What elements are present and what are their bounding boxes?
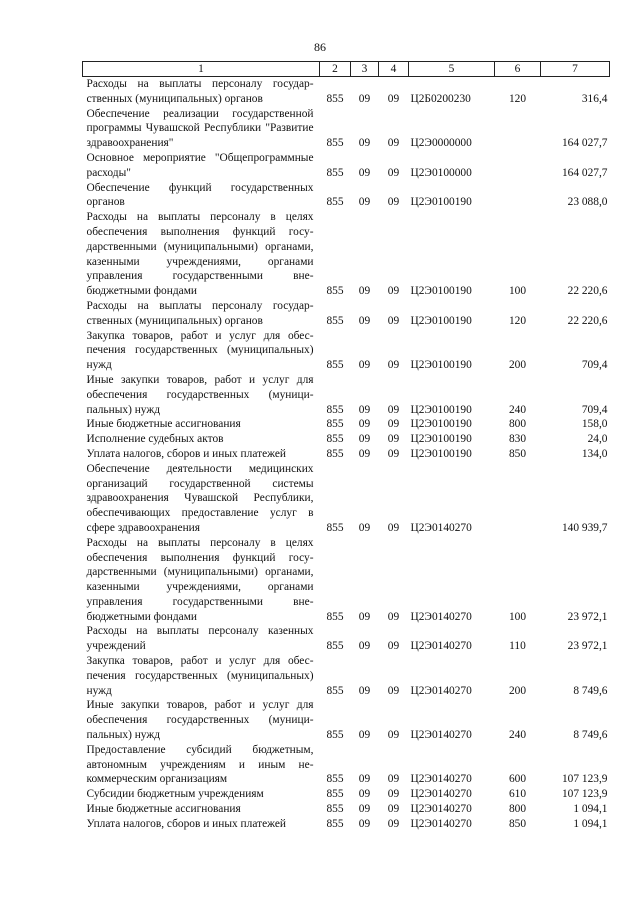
row-name: Иные закупки товаров, работ и услуг для обеспечения государственных (муниципальных) нужд <box>86 373 314 416</box>
row-expense-type: 240 <box>508 729 527 742</box>
table-header <box>83 62 610 77</box>
row-ministry-code: 855 <box>326 285 344 298</box>
row-amount: 22 220,6 <box>567 285 608 298</box>
row-expense-type: 240 <box>508 403 527 416</box>
row-expense-type: 850 <box>508 447 527 460</box>
row-subsection-code: 09 <box>387 447 400 460</box>
row-section-code: 09 <box>358 403 371 416</box>
row-expense-type: 800 <box>508 418 527 431</box>
row-name: Исполнение судебных актов <box>86 433 224 446</box>
page-number: 86 <box>314 40 326 54</box>
row-expense-type: 100 <box>508 285 527 298</box>
row-section-code: 09 <box>358 447 371 460</box>
row-section-code: 09 <box>358 684 371 697</box>
row-section-code: 09 <box>358 788 371 801</box>
row-target-article: Ц2Э0140270 <box>410 640 472 653</box>
header-row <box>83 62 610 77</box>
row-amount: 140 939,7 <box>561 521 608 534</box>
column-header: 3 <box>351 62 379 77</box>
table-row <box>83 151 610 181</box>
row-target-article: Ц2Э0140270 <box>410 729 472 742</box>
row-target-article: Ц2Э0140270 <box>410 773 472 786</box>
table-row <box>83 743 610 787</box>
row-ministry-code: 855 <box>326 803 344 816</box>
row-ministry-code: 855 <box>326 640 344 653</box>
row-ministry-code: 855 <box>326 92 344 105</box>
row-target-article: Ц2Э0140270 <box>410 788 472 801</box>
row-name: Закупка товаров, работ и услуг для обеспечения государственных (муниципальных) нужд <box>86 655 314 697</box>
row-target-article: Ц2Э0140270 <box>410 684 472 697</box>
row-expense-type: 200 <box>508 684 527 697</box>
row-name: Обеспечение функций государственных органов <box>86 181 314 209</box>
row-target-article: Ц2Э0100190 <box>410 359 472 372</box>
row-ministry-code: 855 <box>326 433 344 446</box>
table-row <box>83 181 610 211</box>
row-section-code: 09 <box>358 610 371 623</box>
table-body <box>83 77 610 832</box>
row-expense-type: 120 <box>508 314 527 327</box>
row-section-code: 09 <box>358 137 371 150</box>
row-subsection-code: 09 <box>387 285 400 298</box>
row-section-code: 09 <box>358 773 371 786</box>
row-expense-type <box>495 107 541 151</box>
row-amount: 316,4 <box>581 92 608 105</box>
row-subsection-code: 09 <box>387 729 400 742</box>
row-amount: 8 749,6 <box>573 729 608 742</box>
row-amount: 23 972,1 <box>567 610 608 623</box>
table-row <box>83 373 610 417</box>
row-target-article: Ц2Э0140270 <box>410 521 472 534</box>
row-amount: 23 088,0 <box>567 196 608 209</box>
row-section-code: 09 <box>358 640 371 653</box>
row-expense-type: 100 <box>508 610 527 623</box>
row-name: Субсидии бюджетным учреждениям <box>86 788 264 801</box>
row-section-code: 09 <box>358 521 371 534</box>
table-row <box>83 817 610 832</box>
row-amount: 134,0 <box>581 447 608 460</box>
row-section-code: 09 <box>358 817 371 830</box>
table-row <box>83 417 610 432</box>
row-expense-type <box>495 181 541 211</box>
table-row <box>83 77 610 107</box>
row-target-article: Ц2Э0100190 <box>410 196 472 209</box>
row-target-article: Ц2Э0140270 <box>410 817 472 830</box>
row-section-code: 09 <box>358 418 371 431</box>
row-section-code: 09 <box>358 803 371 816</box>
row-subsection-code: 09 <box>387 403 400 416</box>
row-amount: 22 220,6 <box>567 314 608 327</box>
table-row <box>83 624 610 654</box>
row-ministry-code: 855 <box>326 196 344 209</box>
row-section-code: 09 <box>358 359 371 372</box>
row-target-article: Ц2Э0140270 <box>410 803 472 816</box>
row-name: Закупка товаров, работ и услуг для обеспечения государственных (муниципальных) нужд <box>86 329 314 372</box>
column-header: 1 <box>83 62 320 77</box>
row-subsection-code: 09 <box>387 137 400 150</box>
row-name: Иные бюджетные ассигнования <box>86 418 241 431</box>
row-amount: 1 094,1 <box>573 803 608 816</box>
column-header: 2 <box>320 62 351 77</box>
table-row <box>83 432 610 447</box>
row-subsection-code: 09 <box>387 166 400 179</box>
row-name: Основное мероприятие "Общепрограммные расходы" <box>86 151 314 179</box>
column-header: 4 <box>379 62 409 77</box>
row-ministry-code: 855 <box>326 788 344 801</box>
row-amount: 107 123,9 <box>561 773 608 786</box>
row-amount: 158,0 <box>581 418 608 431</box>
table-row <box>83 210 610 299</box>
row-amount: 709,4 <box>581 359 608 372</box>
row-name: Уплата налогов, сборов и иных платежей <box>86 817 286 830</box>
row-target-article: Ц2Э0100000 <box>410 166 472 179</box>
row-name: Расходы на выплаты персоналу казенных учреждений <box>86 625 314 653</box>
row-name: Расходы на выплаты персоналу в целях обеспечения выполнения функций государственными (муниципальными) органами, казенными учреждениями, органами управления государственными внебюджетными фондами <box>86 536 314 623</box>
table-row <box>83 299 610 329</box>
row-subsection-code: 09 <box>387 92 400 105</box>
row-name: Иные закупки товаров, работ и услуг для обеспечения государственных (муниципальных) нужд <box>86 699 314 742</box>
row-section-code: 09 <box>358 433 371 446</box>
column-header: 5 <box>409 62 495 77</box>
row-amount: 1 094,1 <box>573 817 608 830</box>
row-target-article: Ц2Э0140270 <box>410 610 472 623</box>
column-header: 7 <box>541 62 610 77</box>
row-name: Расходы на выплаты персоналу государственных (муниципальных) органов <box>86 299 314 327</box>
row-expense-type: 850 <box>508 817 527 830</box>
row-subsection-code: 09 <box>387 196 400 209</box>
row-subsection-code: 09 <box>387 418 400 431</box>
row-section-code: 09 <box>358 285 371 298</box>
row-amount: 23 972,1 <box>567 640 608 653</box>
row-section-code: 09 <box>358 729 371 742</box>
row-target-article: Ц2Э0100190 <box>410 285 472 298</box>
row-subsection-code: 09 <box>387 314 400 327</box>
table-row <box>83 698 610 742</box>
row-amount: 164 027,7 <box>561 137 608 150</box>
row-ministry-code: 855 <box>326 166 344 179</box>
row-expense-type: 110 <box>509 640 526 653</box>
row-target-article: Ц2Э0100190 <box>410 314 472 327</box>
row-ministry-code: 855 <box>326 773 344 786</box>
row-ministry-code: 855 <box>326 610 344 623</box>
row-ministry-code: 855 <box>326 729 344 742</box>
row-subsection-code: 09 <box>387 521 400 534</box>
row-name: Обеспечение деятельности медицинских организаций государственной системы здравоохранения Чувашской Республики, обеспечивающих предоставление услуг в сфере здравоохранения <box>86 462 314 534</box>
row-amount: 8 749,6 <box>573 684 608 697</box>
row-target-article: Ц2Б0200230 <box>410 92 471 105</box>
table-row <box>83 536 610 625</box>
row-expense-type: 200 <box>508 359 527 372</box>
row-name: Предоставление субсидий бюджетным, автономным учреждениям и иным некоммерческим организациям <box>86 743 314 786</box>
row-subsection-code: 09 <box>387 359 400 372</box>
row-expense-type: 610 <box>508 788 527 801</box>
row-ministry-code: 855 <box>326 137 344 150</box>
row-target-article: Ц2Э0000000 <box>410 137 472 150</box>
budget-table <box>82 61 610 832</box>
row-section-code: 09 <box>358 314 371 327</box>
row-subsection-code: 09 <box>387 773 400 786</box>
row-section-code: 09 <box>358 196 371 209</box>
row-amount: 24,0 <box>587 433 608 446</box>
row-ministry-code: 855 <box>326 817 344 830</box>
row-subsection-code: 09 <box>387 684 400 697</box>
row-expense-type: 600 <box>508 773 527 786</box>
row-expense-type: 830 <box>508 433 527 446</box>
table-row <box>83 329 610 373</box>
row-expense-type: 120 <box>508 92 527 105</box>
row-subsection-code: 09 <box>387 817 400 830</box>
row-section-code: 09 <box>358 92 371 105</box>
row-amount: 709,4 <box>581 403 608 416</box>
row-name: Расходы на выплаты персоналу в целях обеспечения выполнения функций государственными (муниципальными) органами, казенными учреждениями, органами управления государственными внебюджетными фондами <box>86 211 314 298</box>
row-target-article: Ц2Э0100190 <box>410 418 472 431</box>
row-subsection-code: 09 <box>387 433 400 446</box>
row-target-article: Ц2Э0100190 <box>410 403 472 416</box>
row-ministry-code: 855 <box>326 684 344 697</box>
row-ministry-code: 855 <box>326 521 344 534</box>
table-row <box>83 462 610 536</box>
row-expense-type: 800 <box>508 803 527 816</box>
row-amount: 107 123,9 <box>561 788 608 801</box>
table-row <box>83 447 610 462</box>
row-ministry-code: 855 <box>326 447 344 460</box>
row-subsection-code: 09 <box>387 803 400 816</box>
table-row <box>83 654 610 698</box>
row-expense-type <box>495 151 541 181</box>
row-target-article: Ц2Э0100190 <box>410 433 472 446</box>
table-row <box>83 107 610 151</box>
row-name: Уплата налогов, сборов и иных платежей <box>86 447 286 460</box>
row-target-article: Ц2Э0100190 <box>410 447 472 460</box>
table-row <box>83 802 610 817</box>
row-expense-type <box>495 462 541 536</box>
row-name: Расходы на выплаты персоналу государственных (муниципальных) органов <box>86 78 314 105</box>
row-subsection-code: 09 <box>387 788 400 801</box>
column-header: 6 <box>495 62 541 77</box>
row-subsection-code: 09 <box>387 640 400 653</box>
table-row <box>83 787 610 802</box>
row-section-code: 09 <box>358 166 371 179</box>
row-ministry-code: 855 <box>326 314 344 327</box>
row-amount: 164 027,7 <box>561 166 608 179</box>
row-ministry-code: 855 <box>326 418 344 431</box>
row-subsection-code: 09 <box>387 610 400 623</box>
row-name: Обеспечение реализации государственной программы Чувашской Республики "Развитие здравоохранения" <box>86 107 314 150</box>
row-ministry-code: 855 <box>326 359 344 372</box>
row-ministry-code: 855 <box>326 403 344 416</box>
row-name: Иные бюджетные ассигнования <box>86 803 241 816</box>
